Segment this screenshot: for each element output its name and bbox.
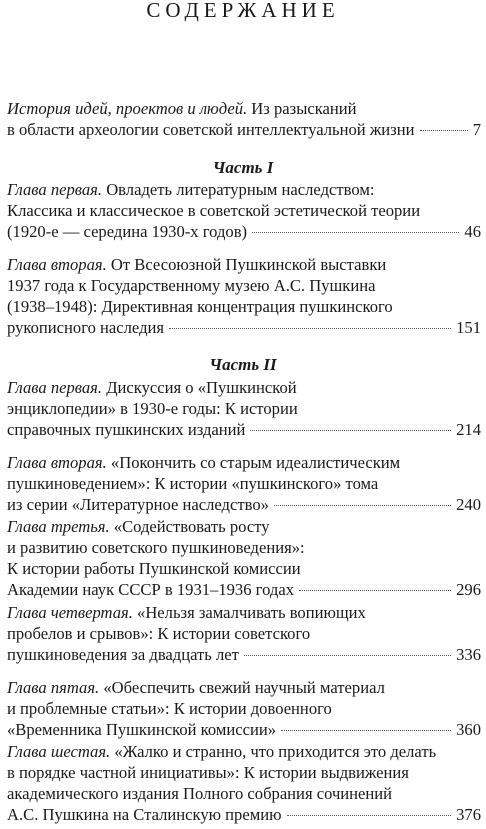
toc-line bbox=[7, 255, 481, 276]
entry-label: Глава первая. bbox=[7, 180, 103, 199]
entry-label: Глава шестая. bbox=[7, 742, 111, 761]
entry-text: «Нельзя замалчивать вопиющих bbox=[132, 603, 366, 622]
entry-text: в области археологии советской интеллектуальной жизни bbox=[7, 119, 415, 139]
toc-line: (1938–1948): Директивная концентрация пушкинского bbox=[7, 296, 393, 316]
toc-entry-part2-ch6[interactable] bbox=[7, 742, 481, 826]
toc-line: в порядке частной инициативы»: К истории выдвижения bbox=[7, 762, 409, 782]
entry-label: Глава третья. bbox=[7, 517, 110, 536]
toc-entry-part2-ch4[interactable] bbox=[7, 603, 481, 666]
toc-line bbox=[7, 453, 481, 474]
entry-text: «Покончить со старым идеалистическим bbox=[106, 453, 401, 472]
toc-line bbox=[7, 580, 481, 601]
toc-line: 1937 года к Государственному музею А.С. Пушкина bbox=[7, 275, 376, 295]
toc-line bbox=[7, 645, 481, 666]
dot-leader bbox=[244, 655, 451, 656]
dot-leader bbox=[250, 430, 451, 431]
entry-label: Глава четвертая. bbox=[7, 603, 133, 622]
toc-line bbox=[7, 742, 481, 763]
entry-text: «Временника Пушкинской комиссии» bbox=[7, 719, 277, 739]
entry-text: Из разысканий bbox=[247, 99, 357, 118]
toc-entry-part1-ch1[interactable] bbox=[7, 180, 481, 243]
toc-line: пробелов и срывов»: К истории советского bbox=[7, 623, 311, 643]
page-number: 376 bbox=[456, 804, 481, 824]
dot-leader bbox=[169, 328, 451, 329]
entry-label: Глава вторая. bbox=[7, 453, 107, 472]
toc-line bbox=[7, 495, 481, 516]
page-number: 214 bbox=[456, 419, 481, 439]
entry-text: А.С. Пушкина на Сталинскую премию bbox=[7, 804, 282, 824]
part-heading: Часть II bbox=[209, 355, 277, 374]
toc-line bbox=[7, 99, 481, 120]
entry-text: справочных пушкинских изданий bbox=[7, 419, 246, 439]
page-number: 360 bbox=[456, 719, 481, 739]
page-number: 46 bbox=[464, 221, 481, 241]
page-number: 240 bbox=[456, 494, 481, 514]
toc-line bbox=[7, 120, 481, 141]
dot-leader bbox=[274, 505, 451, 506]
toc-entry-part2-ch3[interactable] bbox=[7, 517, 481, 601]
page-number: 7 bbox=[472, 119, 481, 139]
entry-text: От Всесоюзной Пушкинской выставки bbox=[106, 255, 387, 274]
dot-leader bbox=[299, 590, 451, 591]
toc-line bbox=[7, 222, 481, 243]
toc-entry-intro[interactable] bbox=[7, 99, 481, 141]
dot-leader bbox=[252, 232, 459, 233]
toc-line bbox=[7, 420, 481, 441]
page-title: СОДЕРЖАНИЕ bbox=[146, 0, 340, 22]
toc-entry-part2-ch5[interactable] bbox=[7, 678, 481, 741]
entry-text: «Содействовать росту bbox=[109, 517, 270, 536]
page-number: 296 bbox=[456, 579, 481, 599]
toc-line bbox=[7, 378, 481, 399]
toc-line bbox=[7, 603, 481, 624]
dot-leader bbox=[420, 130, 468, 131]
dot-leader bbox=[281, 730, 451, 731]
entry-text: Овладеть литературным наследством: bbox=[102, 180, 375, 199]
entry-label: История идей, проектов и людей. bbox=[7, 99, 248, 118]
entry-text: Академии наук СССР в 1931–1936 годах bbox=[7, 579, 294, 599]
toc-line: академического издания Полного собрания сочинений bbox=[7, 783, 393, 803]
part-heading: Часть I bbox=[212, 158, 274, 177]
toc-line bbox=[7, 720, 481, 741]
entry-label: Глава вторая. bbox=[7, 255, 107, 274]
toc-line bbox=[7, 180, 481, 201]
entry-text: пушкиноведения за двадцать лет bbox=[7, 644, 239, 664]
toc-entry-part2-ch1[interactable] bbox=[7, 378, 481, 441]
toc-line: и проблемные статьи»: К истории довоенного bbox=[7, 698, 332, 718]
entry-text: Дискуссия о «Пушкинской bbox=[102, 378, 297, 397]
toc-line: и развитию советского пушкиноведения»: bbox=[7, 537, 305, 557]
toc-entry-part1-ch2[interactable] bbox=[7, 255, 481, 339]
entry-label: Глава пятая. bbox=[7, 678, 100, 697]
toc-line bbox=[7, 678, 481, 699]
dot-leader bbox=[287, 815, 452, 816]
toc-line: Классика и классическое в советской эстетической теории bbox=[7, 200, 421, 220]
toc-line: пушкиноведением»: К истории «пушкинского» тома bbox=[7, 473, 379, 493]
entry-label: Глава первая. bbox=[7, 378, 103, 397]
toc-entry-part2-ch2[interactable] bbox=[7, 453, 481, 516]
entry-text: «Жалко и странно, что приходится это делать bbox=[110, 742, 437, 761]
page-number: 151 bbox=[456, 317, 481, 337]
entry-text: из серии «Литературное наследство» bbox=[7, 494, 269, 514]
toc-line bbox=[7, 318, 481, 339]
page-number: 336 bbox=[456, 644, 481, 664]
toc-line bbox=[7, 517, 481, 538]
entry-text: «Обеспечить свежий научный материал bbox=[99, 678, 385, 697]
toc-line: К истории работы Пушкинской комиссии bbox=[7, 558, 301, 578]
toc-line bbox=[7, 805, 481, 826]
entry-text: (1920-е — середина 1930-х годов) bbox=[7, 221, 248, 241]
toc-line: энциклопедии» в 1930-е годы: К истории bbox=[7, 398, 298, 418]
entry-text: рукописного наследия bbox=[7, 317, 165, 337]
